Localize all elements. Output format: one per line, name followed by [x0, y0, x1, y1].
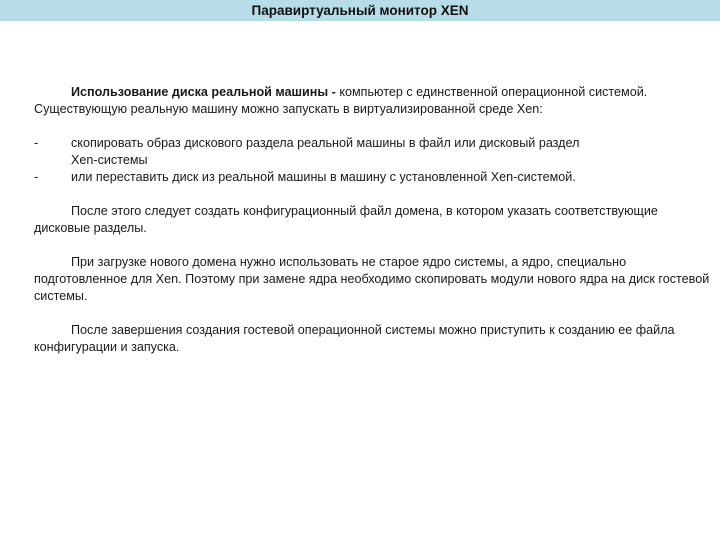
list-item: [34, 169, 591, 186]
list-marker: -: [34, 136, 39, 150]
options-list: [34, 135, 714, 186]
list-marker: -: [34, 170, 39, 184]
kernel-paragraph: При загрузке нового домена нужно использовать не старое ядро системы, а ядро, специально подготовленное для Xen. Поэтому при замене ядра необходимо скопировать модули нового ядра на диск гостевой системы.: [34, 255, 710, 303]
intro-heading: Использование диска реальной машины -: [71, 85, 336, 99]
list-item-text: или переставить диск из реальной машины в машину с установленной Xen-системой.: [71, 170, 576, 184]
intro-paragraph: [34, 84, 714, 118]
config-paragraph: После этого следует создать конфигурационный файл домена, в котором указать соответствующие дисковые разделы.: [34, 204, 658, 235]
list-item-text: скопировать образ дискового раздела реальной машины в файл или дисковый раздел Xen-системы: [71, 136, 580, 167]
page-title: Паравиртуальный монитор XEN: [0, 0, 720, 21]
final-paragraph: После завершения создания гостевой операционной системы можно приступить к созданию ее файла конфигурации и запуска.: [34, 323, 675, 354]
slide-content: [34, 84, 714, 373]
intro-text: компьютер с единственной операционной системой. Существующую реальную машину можно запускать в виртуализированной среде Xen:: [34, 85, 648, 116]
list-item: [34, 135, 591, 169]
